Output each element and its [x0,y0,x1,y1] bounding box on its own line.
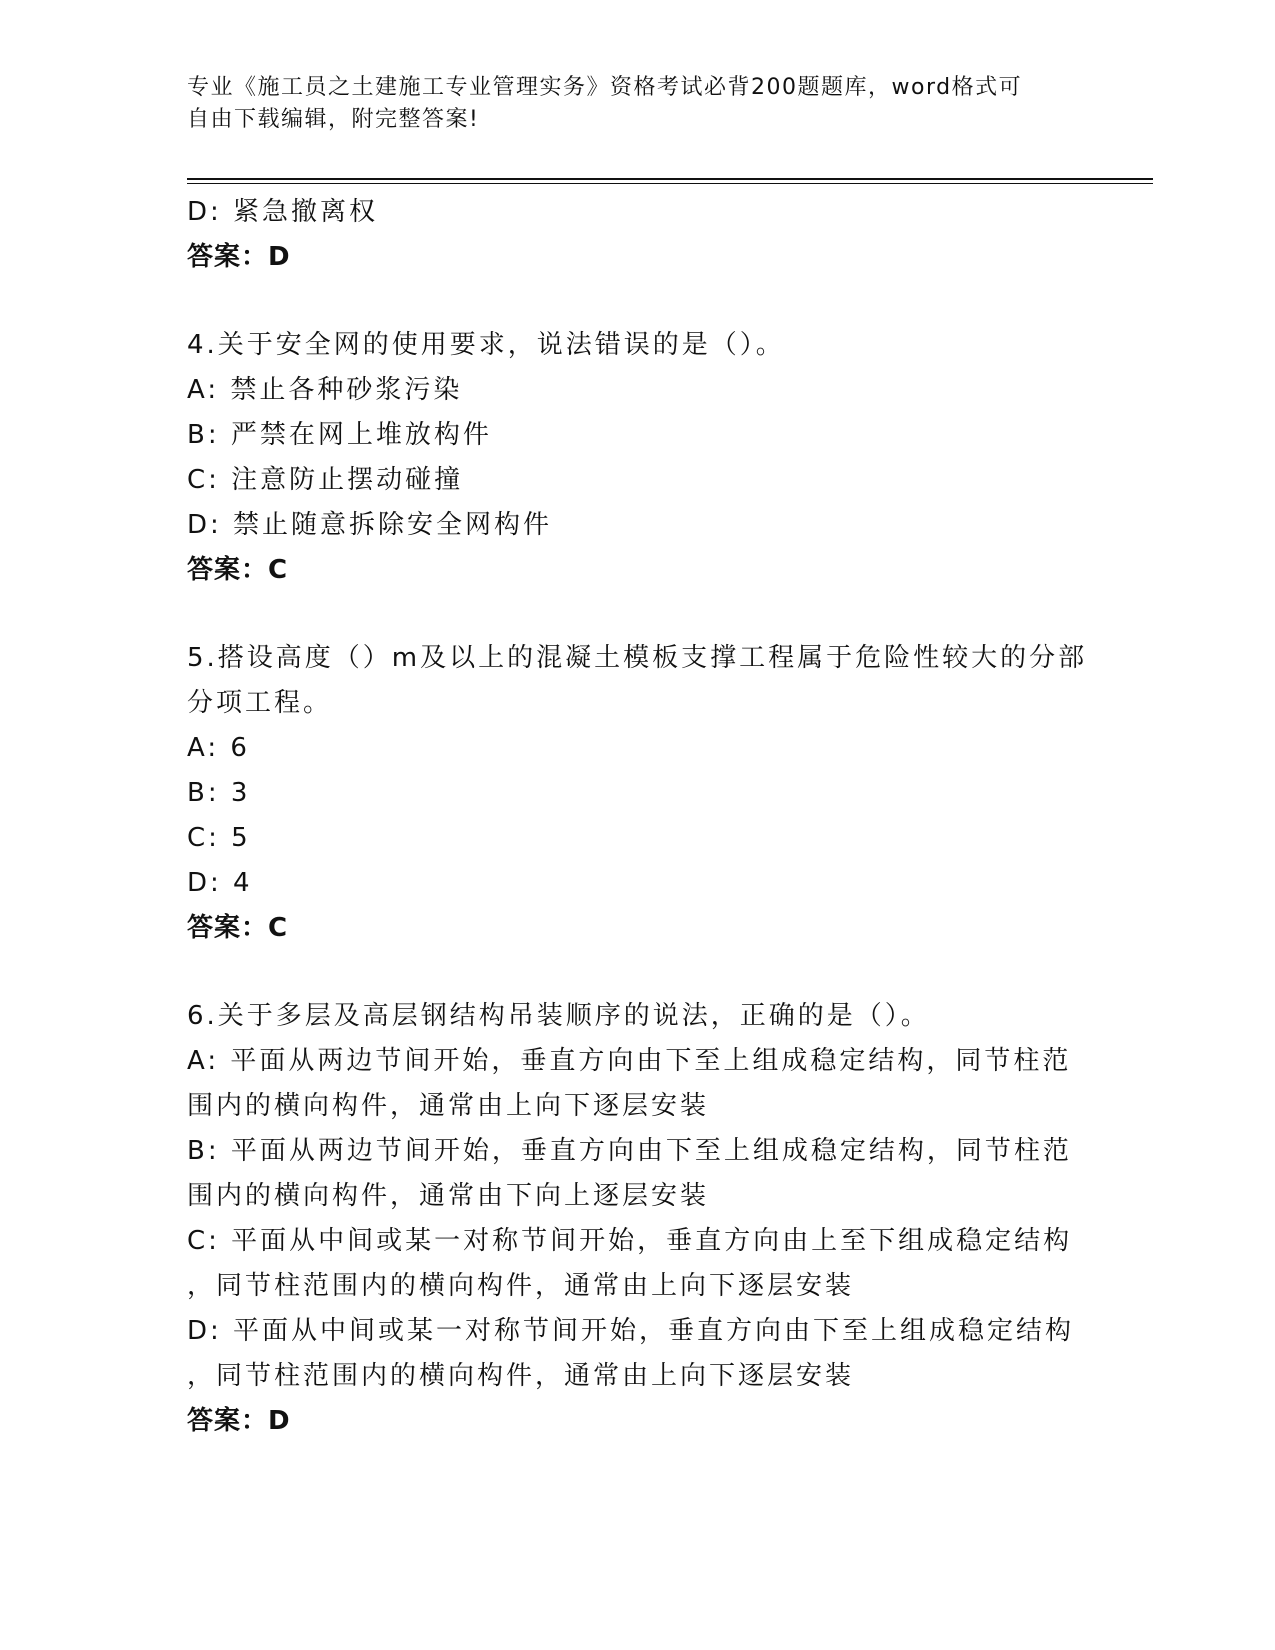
question-stem-line-2: 分项工程。 [187,688,333,718]
header-title-line-2: 自由下载编辑，附完整答案! [187,107,480,132]
option-d-line-1: D: 平面从中间或某一对称节间开始，垂直方向由下至上组成稳定结构 [187,1316,1075,1346]
header-title-line-1: 专业《施工员之土建施工专业管理实务》资格考试必背200题题库，word格式可 [187,75,1023,100]
answer: 答案：C [187,913,289,943]
header-divider-thick [187,178,1153,180]
question-3-tail [187,190,1087,280]
option-d-line-2: ，同节柱范围内的横向构件，通常由上向下逐层安装 [187,1361,855,1391]
document-header [187,72,1067,136]
question-stem: 4.关于安全网的使用要求，说法错误的是（）。 [187,330,785,360]
question-spacer [187,280,1087,323]
option-d: D: 4 [187,868,253,898]
question-spacer [187,593,1087,636]
option-c: C: 注意防止摆动碰撞 [187,465,464,495]
option-c-line-2: ，同节柱范围内的横向构件，通常由上向下逐层安装 [187,1271,855,1301]
option-c: C: 5 [187,823,251,853]
question-spacer [187,951,1087,994]
option-a: A: 6 [187,733,250,763]
header-divider-thin [187,183,1153,184]
option-c-line-1: C: 平面从中间或某一对称节间开始，垂直方向由上至下组成稳定结构 [187,1226,1073,1256]
option-d: D: 禁止随意拆除安全网构件 [187,510,553,540]
option-b-line-1: B: 平面从两边节间开始，垂直方向由下至上组成稳定结构，同节柱范 [187,1136,1072,1166]
option-a-line-1: A: 平面从两边节间开始，垂直方向由下至上组成稳定结构，同节柱范 [187,1046,1072,1076]
option-a-line-2: 围内的横向构件，通常由上向下逐层安装 [187,1091,710,1121]
answer: 答案：C [187,555,289,585]
question-stem-line-1: 5.搭设高度（）m及以上的混凝土模板支撑工程属于危险性较大的分部 [187,643,1088,673]
question-6 [187,994,1087,1444]
option-b: B: 3 [187,778,251,808]
question-list [187,190,1087,1444]
option-b: B: 严禁在网上堆放构件 [187,420,492,450]
question-5 [187,636,1087,951]
option-a: A: 禁止各种砂浆污染 [187,375,463,405]
question-4 [187,323,1087,593]
answer: 答案：D [187,242,291,272]
option-b-line-2: 围内的横向构件，通常由下向上逐层安装 [187,1181,710,1211]
option-d: D: 紧急撤离权 [187,197,379,227]
answer: 答案：D [187,1406,291,1436]
question-stem: 6.关于多层及高层钢结构吊装顺序的说法，正确的是（）。 [187,1001,930,1031]
